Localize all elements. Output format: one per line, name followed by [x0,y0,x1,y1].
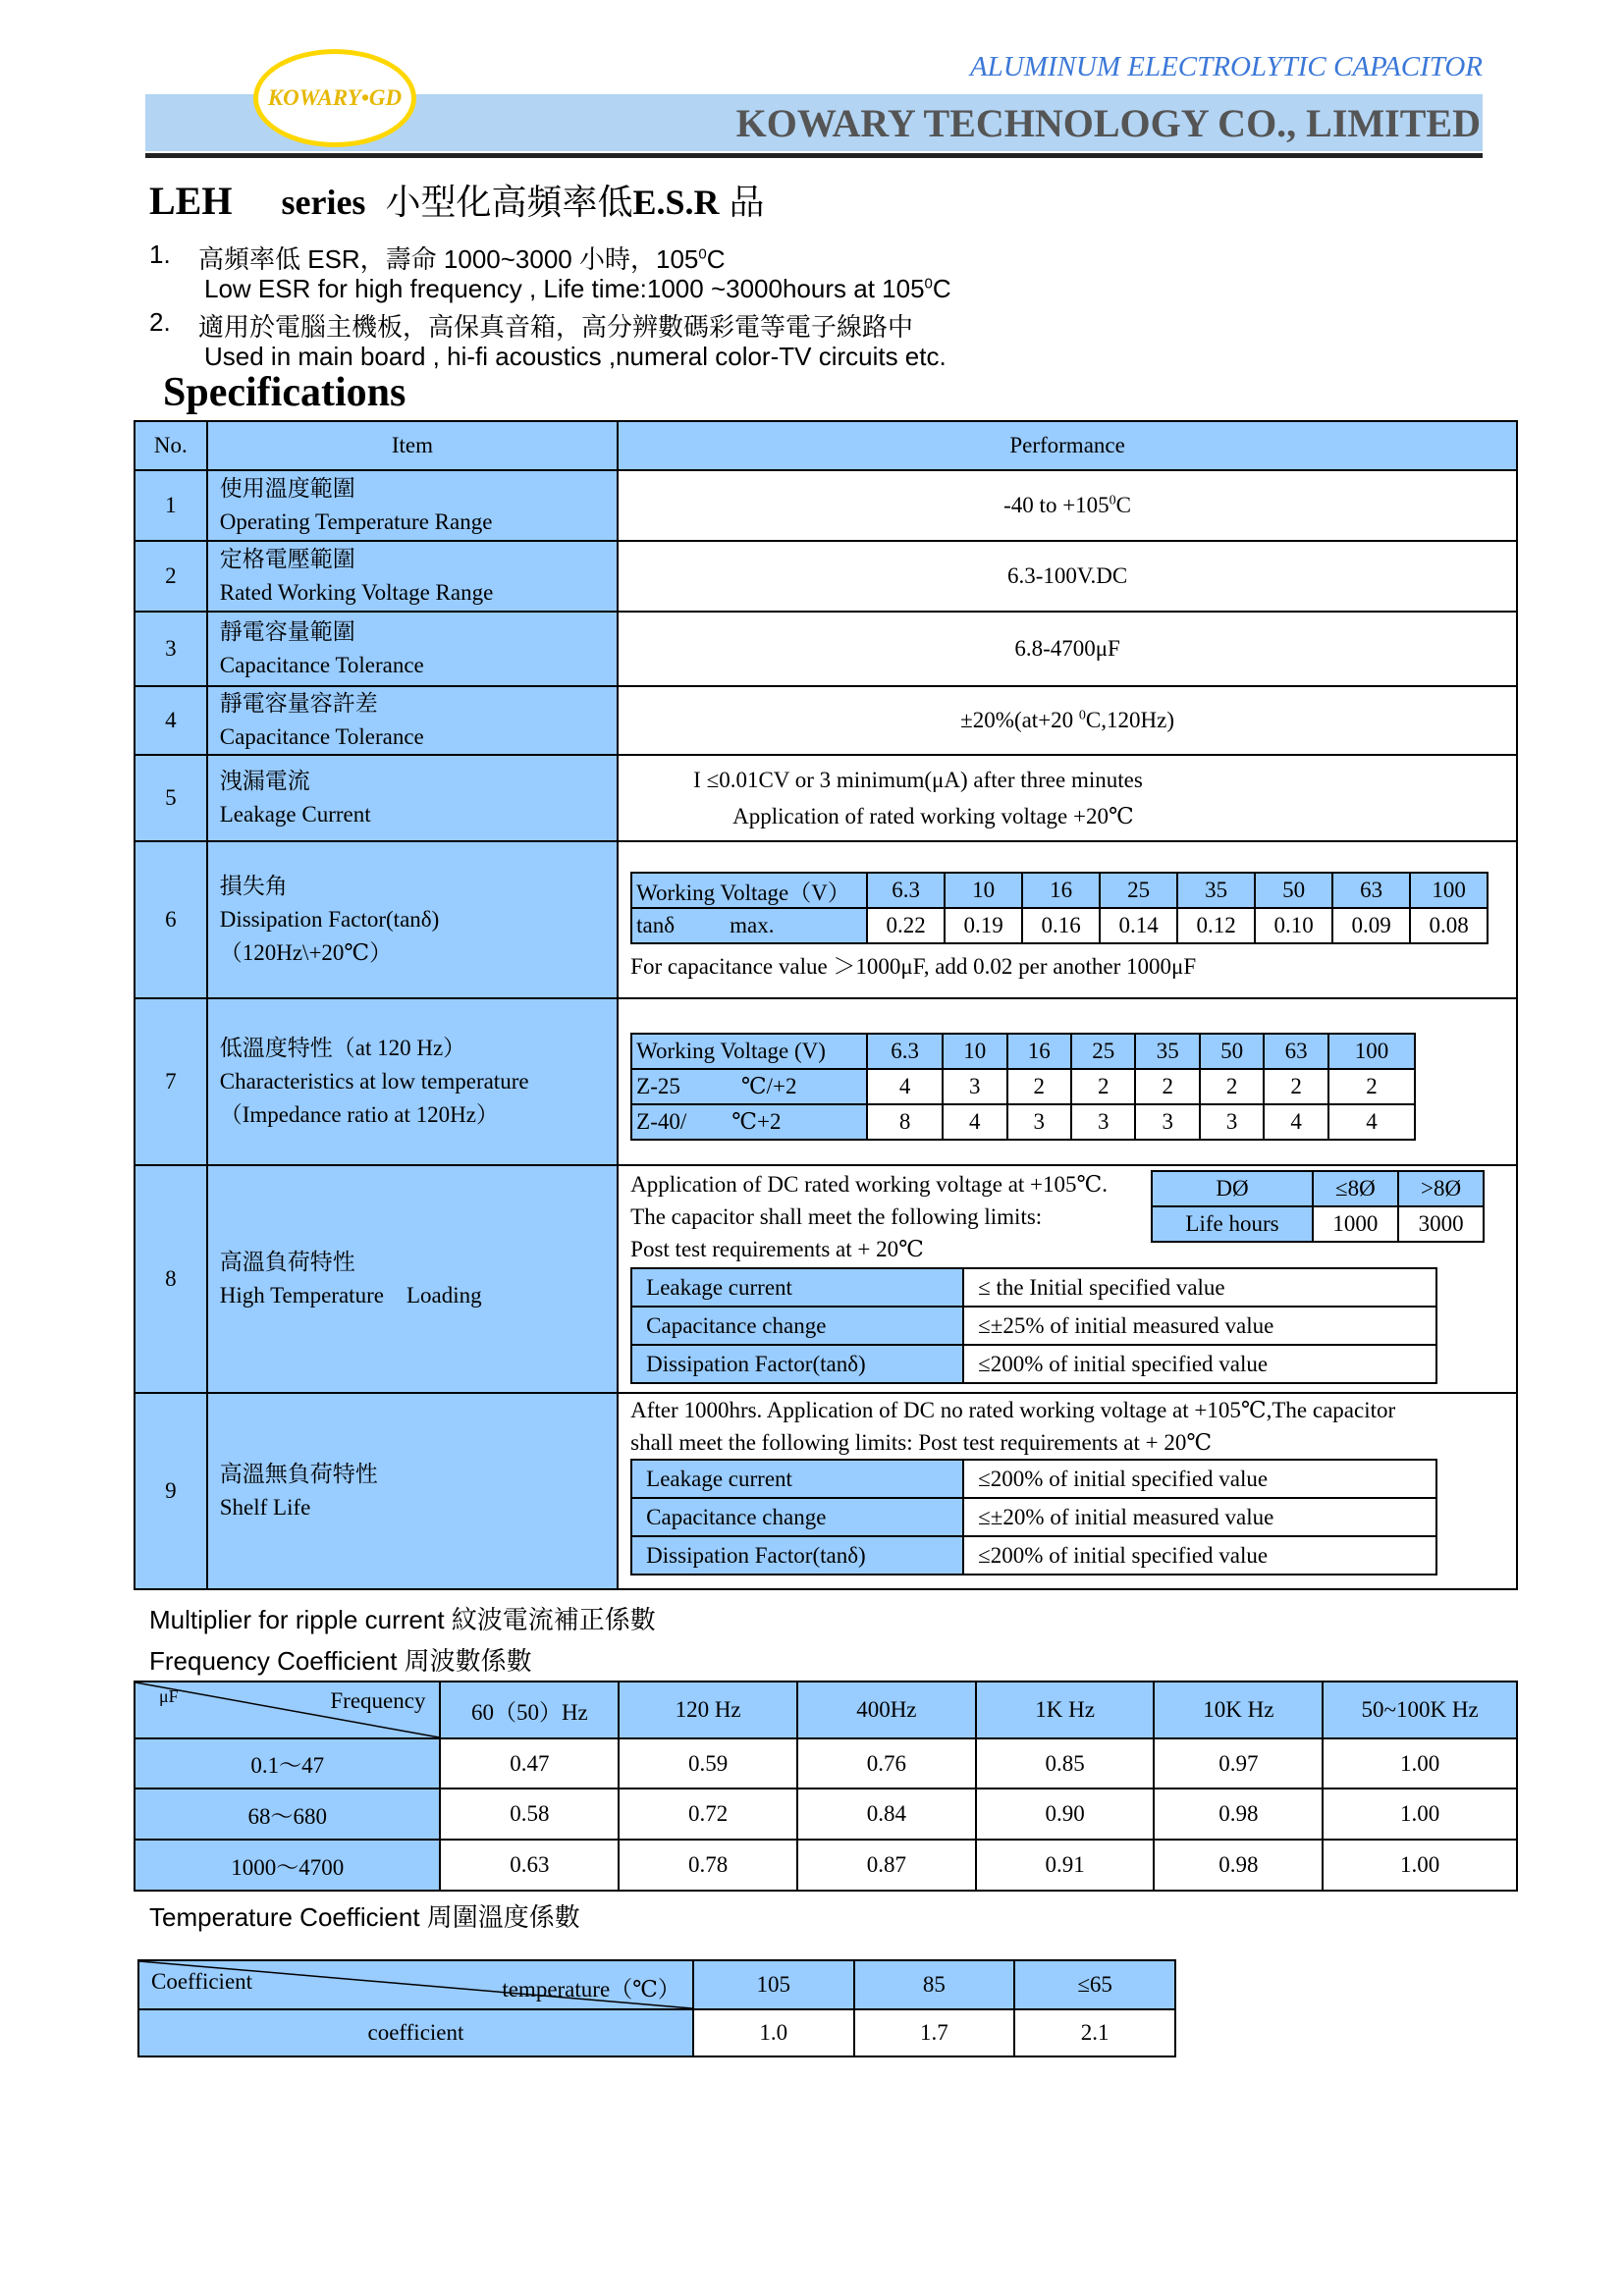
series-label: series [281,183,366,222]
dissipation-table: Working Voltage（V） 6.3 10 16 25 35 50 63 100 tanδ max. 0.22 0.19 0.16 0.14 0.12 0.10 0.09 0.08 [630,872,1489,944]
row-performance: -40 to $+105^0C$ [618,470,1517,541]
row-item: 洩漏電流 Leakage Current [207,755,618,841]
row-item: 低溫度特性（at 120 Hz） Characteristics at low temperature （Impedance ratio at 120Hz） [207,998,618,1165]
row-item: 靜電容量容許差 Capacitance Tolerance [207,686,618,755]
shelf-limits-table: Leakage current ≤200% of initial specified value Capacitance change ≤±20% of initial measured value Dissipation Factor(tanδ) ≤200% of initial specified value [630,1459,1437,1575]
row-performance [618,998,1517,1165]
row-performance: 6.3-100V.DC [618,541,1517,612]
life-hours-table: DØ ≤8Ø >8Ø Life hours 1000 3000 [1151,1170,1485,1243]
freq-row-2: 68～680 0.58 0.72 0.84 0.90 0.98 1.00 [135,1789,1517,1840]
spec-row-4 [135,686,1517,755]
row-item: 高溫負荷特性 High Temperature Loading [207,1165,618,1393]
spec-row-7 [135,998,1517,1165]
row-number: 1 [135,470,207,541]
low-temp-table: Working Voltage (V) 6.3 10 16 25 35 50 63 100 Z-25 ℃/+2 4 3 2 2 2 2 2 2 Z-40/ ℃+2 8 4 3 3 3 3 4 4 [630,1033,1416,1141]
row-performance: ±20%(at+20 $^0$C,120Hz) [618,686,1517,755]
specifications-heading: Specifications [163,370,406,415]
header-item: Item [207,421,618,470]
row-item: 損失角 Dissipation Factor(tanδ) （120Hz\+20℃） [207,841,618,998]
row-item: 靜電容量範圍 Capacitance Tolerance [207,612,618,686]
spec-row-6 [135,841,1517,998]
feature-1-en: Low ESR for high frequency , Life time:1000 ~3000hours at $105^0C$ [204,274,951,303]
row-number: 6 [135,841,207,998]
header-rule [145,153,1483,158]
temp-corner: Coefficient temperature（℃） [138,1960,693,2009]
temperature-table: Coefficient temperature（℃） 105 85 ≤65 coefficient 1.0 1.7 2.1 [137,1959,1176,2057]
freq-row-1: 0.1～47 0.47 0.59 0.76 0.85 0.97 1.00 [135,1738,1517,1789]
feature-1-cn: 高頻率低 ESR，壽命 1000~3000 小時，$105^0C$ [198,244,726,274]
spec-row-5 [135,755,1517,841]
spec-row-2 [135,541,1517,612]
company-logo: KOWARY•GD [253,49,416,147]
spec-row-9 [135,1393,1517,1589]
spec-row-3 [135,612,1517,686]
row-number: 3 [135,612,207,686]
feature-1-num: 1. [149,240,171,269]
ripple-caption: Multiplier for ripple current 紋波電流補正係數 [149,1605,656,1634]
loading-limits-table: Leakage current ≤ the Initial specified value Capacitance change ≤±25% of initial measured value Dissipation Factor(tanδ) ≤200% of initial specified value [630,1267,1437,1384]
company-name: KOWARY TECHNOLOGY CO., LIMITED [735,101,1481,145]
row-performance [618,841,1517,998]
capacitance-note: For capacitance value ＞1000μF, add 0.02 per another 1000μF [630,954,1197,979]
spec-header-row [135,421,1517,470]
row-performance: 6.8-4700μF [618,612,1517,686]
series-desc-tail: 品 [729,183,765,223]
row-number: 7 [135,998,207,1165]
row-item: 使用溫度範圍 Operating Temperature Range [207,470,618,541]
feature-2-cn: 適用於電腦主機板，高保真音箱，高分辨數碼彩電等電子線路中 [198,312,914,342]
row-number: 8 [135,1165,207,1393]
row-number: 5 [135,755,207,841]
freq-corner: μF Frequency [135,1682,440,1738]
header-no: No. [135,421,207,470]
series-desc-en: E.S.R [632,183,720,222]
feature-2-num: 2. [149,307,171,337]
row-item: 定格電壓範圍 Rated Working Voltage Range [207,541,618,612]
row-number: 2 [135,541,207,612]
feature-2-en: Used in main board , hi-fi acoustics ,numeral color-TV circuits etc. [204,342,947,371]
frequency-table: μF Frequency 60（50）Hz 120 Hz 400Hz 1K Hz 10K Hz 50~100K Hz 0.1～47 0.47 0.59 0.76 0.85 0.97 1.00 68～680 0.58 0.72 0.84 0.90 0.98 1.00 1000～4700 0.63 0.78 0.87 0.91 0.98 1.00 [134,1681,1518,1892]
row-performance: Application of DC rated working voltage at +105℃. The capacitor shall meet the following limits: Post test requirements at + 20℃ DØ ≤8Ø >8Ø Life hours 1000 3000 Leakage current ≤ the Initial specified value Capacitance change ≤±25% of initial measured value Dissipation Factor(tanδ) ≤200% of initial specified value [618,1165,1517,1393]
series-name: LEH [149,179,233,223]
series-desc-cn: 小型化高頻率低 [385,183,633,223]
row-number: 9 [135,1393,207,1589]
document-title: ALUMINUM ELECTROLYTIC CAPACITOR [969,51,1483,82]
row-performance: I ≤0.01CV or 3 minimum(μA) after three minutes Application of rated working voltage +20℃ [618,755,1517,841]
row-item: 高溫無負荷特性 Shelf Life [207,1393,618,1589]
series-title [149,175,765,225]
row-performance: After 1000hrs. Application of DC no rated working voltage at +105℃,The capacitor shall meet the following limits: Post test requirements at + 20℃ Leakage current ≤200% of initial specified value Capacitance change ≤±20% of initial measured value Dissipation Factor(tanδ) ≤200% of initial specified value [618,1393,1517,1589]
spec-table [134,420,1518,1590]
freq-row-3: 1000～4700 0.63 0.78 0.87 0.91 0.98 1.00 [135,1840,1517,1891]
frequency-caption: Frequency Coefficient 周波數係數 [149,1646,532,1676]
header-performance: Performance [618,421,1517,470]
row-number: 4 [135,686,207,755]
temperature-caption: Temperature Coefficient 周圍溫度係數 [149,1902,580,1932]
spec-row-8 [135,1165,1517,1393]
spec-row-1 [135,470,1517,541]
temp-row: coefficient 1.0 1.7 2.1 [138,2009,1175,2056]
